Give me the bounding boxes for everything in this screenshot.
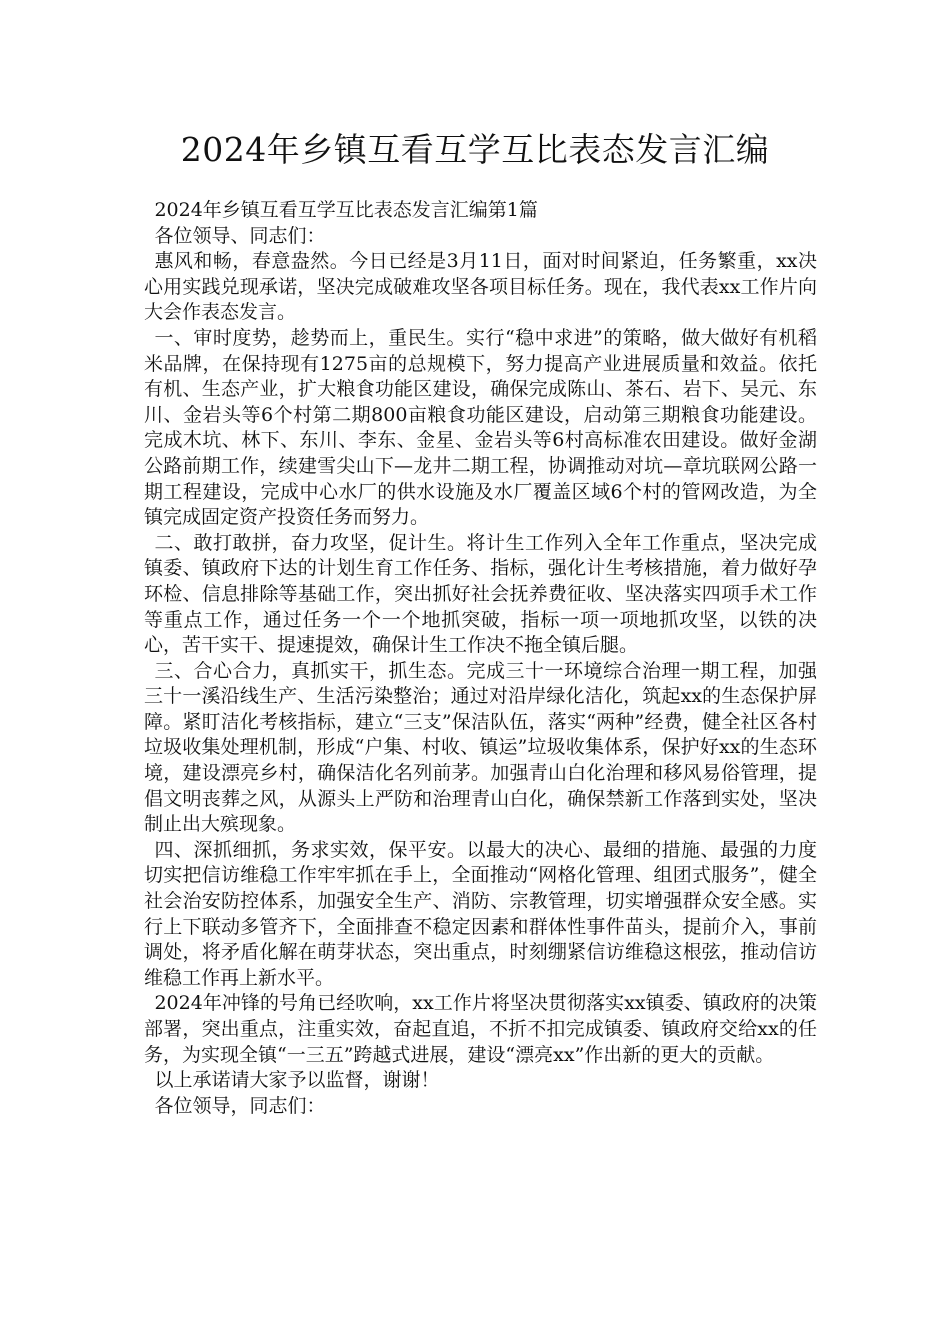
salutation: 各位领导、同志们：	[154, 224, 326, 247]
section-heading: 2024年乡镇互看互学互比表态发言汇编第1篇	[154, 199, 538, 221]
paragraph-family-planning: 二、敢打敢拼，奋力攻坚，促计生。将计生工作列入全年工作重点，坚决完成镇委、镇政府下达的计划生育工作任务、指标，强化计生考核措施，着力做好孕环检、信息排除等基础工作，突出抓好社会抚养费征收、坚决落实四项手术工作等重点工作，通过任务一个一个地抓突破，指标一项一项地抓攻坚，以铁的决心，苦干实干、提速提效，确保计生工作决不拖全镇后腿。	[144, 531, 817, 657]
paragraph-intro: 惠风和畅，春意盎然。今日已经是3月11日，面对时间紧迫，任务繁重，xx决心用实践兑现承诺，坚决完成破难攻坚各项目标任务。现在，我代表xx工作片向大会作表态发言。	[144, 250, 817, 324]
paragraph-conclusion: 2024年冲锋的号角已经吹响，xx工作片将坚决贯彻落实xx镇委、镇政府的决策部署，突出重点，注重实效，奋起直追，不折不扣完成镇委、镇政府交给xx的任务，为实现全镇“一三五”跨越式进展，建设“漂亮xx”作出新的更大的贡献。	[144, 992, 817, 1066]
document-title: 2024年乡镇互看互学互比表态发言汇编	[180, 130, 770, 169]
paragraph-closing: 以上承诺请大家予以监督，谢谢！	[154, 1069, 440, 1092]
document-body	[144, 198, 817, 1119]
paragraph-livelihood: 一、审时度势，趁势而上，重民生。实行“稳中求进”的策略，做大做好有机稻米品牌，在保持现有1275亩的总规模下，努力提高产业进展质量和效益。依托有机、生态产业，扩大粮食功能区建设，确保完成陈山、茶石、岩下、吴元、东川、金岩头等6个村第二期800亩粮食功能区建设，启动第三期粮食功能建设。完成木坑、林下、东川、李东、金星、金岩头等6村高标准农田建设。做好金湖公路前期工作，续建雪尖山下—龙井二期工程，协调推动对坑—章坑联网公路一期工程建设，完成中心水厂的供水设施及水厂覆盖区域6个村的管网改造，为全镇完成固定资产投资任务而努力。	[144, 326, 817, 529]
salutation-next: 各位领导，同志们：	[154, 1094, 326, 1117]
paragraph-safety: 四、深抓细抓，务求实效，保平安。以最大的决心、最细的措施、最强的力度切实把信访维稳工作牢牢抓在手上，全面推动“网格化管理、组团式服务”，健全社会治安防控体系，加强安全生产、消防、宗教管理，切实增强群众安全感。实行上下联动多管齐下，全面排查不稳定因素和群体性事件苗头，提前介入，事前调处，将矛盾化解在萌芽状态，突出重点，时刻绷紧信访维稳这根弦，推动信访维稳工作再上新水平。	[144, 838, 817, 989]
paragraph-ecology: 三、合心合力，真抓实干，抓生态。完成三十一环境综合治理一期工程，加强三十一溪沿线生产、生活污染整治；通过对沿岸绿化洁化，筑起xx的生态保护屏障。紧盯洁化考核指标，建立“三支”保洁队伍，落实“两种”经费，健全社区各村垃圾收集处理机制，形成“户集、村收、镇运”垃圾收集体系，保护好xx的生态环境，建设漂亮乡村，确保洁化名列前茅。加强青山白化治理和移风易俗管理，提倡文明丧葬之风，从源头上严防和治理青山白化，确保禁新工作落到实处，坚决制止出大殡现象。	[144, 659, 817, 836]
